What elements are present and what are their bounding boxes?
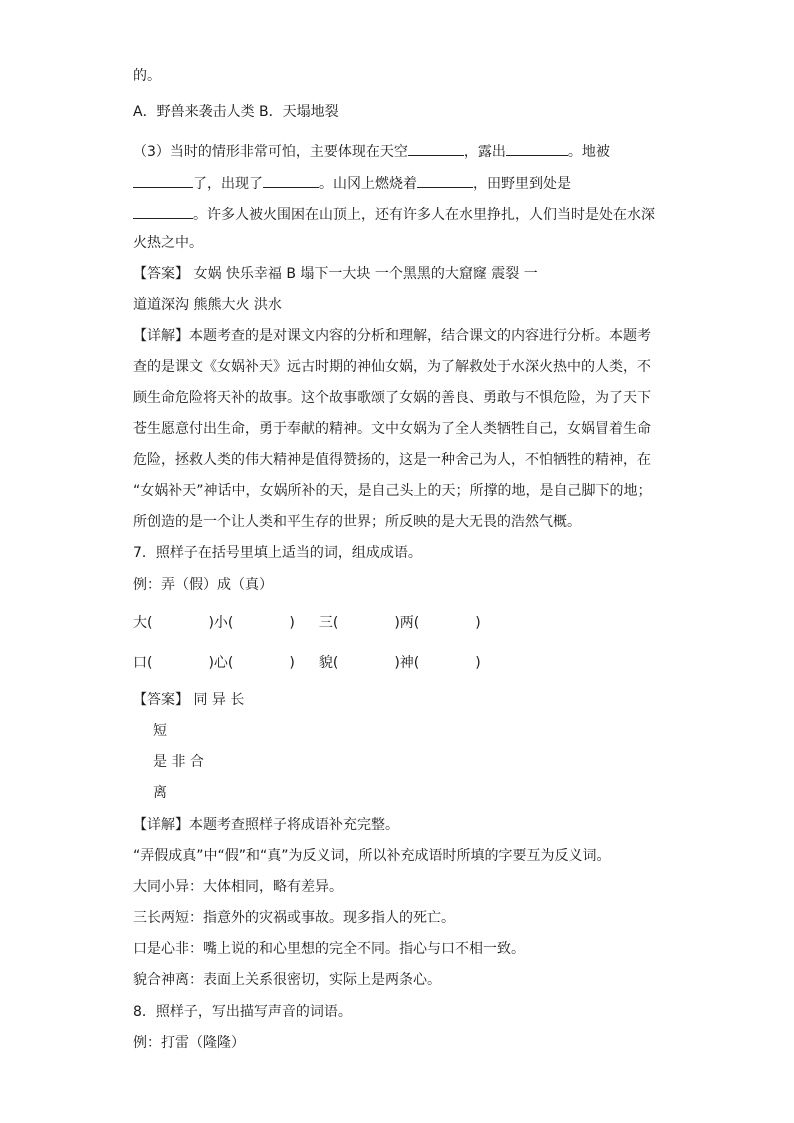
detail-line: 【详解】本题考查的是对课文内容的分析和理解，结合课文的内容进行分析。本题考 [133,328,651,344]
detail-line: 查的是课文《女娲补天》远古时期的神仙女娲，为了解救处于水深火热中的人类，不 [133,359,651,375]
text-fragment: 。地被 [567,144,610,160]
question-3-line-1 [133,140,610,162]
question-8-example: 例：打雷（隆隆） [133,1035,245,1051]
fill-blank [263,172,319,188]
text-fragment: 了，出现了 [193,176,263,192]
question-3-line-4: 火热之中。 [133,235,203,251]
idiom-fragment: ) [289,655,295,671]
detail-line: 危险，拯救人类的伟大精神是值得赞扬的，这是一种舍己为人，不怕牺牲的精神，在 [133,452,651,468]
detail-line: “弄假成真”中“假”和“真”为反义词，所以补充成语时所填的字要互为反义词。 [133,848,611,864]
fill-blank [133,203,193,219]
question-7-title: 7．照样子在括号里填上适当的词，组成成语。 [133,545,422,561]
fill-blank [417,172,473,188]
idiom-fragment: ) [289,615,295,631]
answer-line: 短 [153,723,167,739]
question-7-example: 例：弄（假）成（真） [133,577,273,593]
detail-line: “女娲补天”神话中，女娲所补的天，是自己头上的天；所撑的地，是自己脚下的地； [133,483,652,499]
detail-line: 苍生愿意付出生命，勇于奉献的精神。文中女娲为了全人类牺牲自己，女娲冒着生命 [133,421,651,437]
text-line: 的。 [133,68,161,84]
question-8-title: 8．照样子，写出描写声音的词语。 [133,1004,352,1020]
answer-line: 【答案】 女娲 快乐幸福 B 塌下一大块 一个黑黑的大窟窿 震裂 一 [133,266,538,282]
answer-line: 是 非 合 [153,754,204,770]
detail-line: 口是心非：嘴上说的和心里想的完全不同。指心与口不相一致。 [133,941,525,957]
text-fragment: （3）当时的情形非常可怕，主要体现在天空 [133,144,408,160]
question-3-line-2 [133,172,571,194]
idiom-fragment: )神( [394,655,420,671]
idiom-fragment: 大( [133,615,153,631]
text-fragment: 。山冈上燃烧着 [319,176,417,192]
text-fragment: ，露出 [463,144,506,160]
answer-line: 离 [153,785,167,801]
answer-line: 【答案】 同 异 长 [133,692,245,708]
text-fragment: 。许多人被火围困在山顶上，还有许多人在水里挣扎，人们当时是处在水深 [193,207,655,223]
choice-options: A．野兽来袭击人类 B．天塌地裂 [133,104,339,120]
detail-line: 顾生命危险将天补的故事。这个故事歌颂了女娲的善良、勇敢与不惧危险，为了天下 [133,390,651,406]
idiom-fragment: )心( [208,655,234,671]
answer-line: 道道深沟 熊熊大火 洪水 [133,297,282,313]
idiom-fragment: 三( [318,615,339,631]
text-fragment: ，田野里到处是 [473,176,571,192]
idiom-row-1 [133,613,481,633]
idiom-fragment: ) [475,655,481,671]
idiom-row-2 [133,653,481,673]
fill-blank [133,172,193,188]
idiom-fragment: )两( [394,615,420,631]
idiom-fragment: 口( [133,655,153,671]
detail-line: 貌合神离：表面上关系很密切，实际上是两条心。 [133,972,441,988]
fill-blank [408,140,464,156]
detail-line: 所创造的是一个让人类和平生存的世界；所反映的是大无畏的浩然气概。 [133,514,581,530]
idiom-fragment: ) [475,615,481,631]
detail-line: 大同小异：大体相同，略有差异。 [133,879,343,895]
fill-blank [506,140,568,156]
question-3-line-3 [133,203,655,225]
detail-line: 【详解】本题考查照样子将成语补充完整。 [133,817,399,833]
idiom-fragment: 貌( [318,655,339,671]
idiom-fragment: )小( [208,615,234,631]
detail-line: 三长两短：指意外的灾祸或事故。现多指人的死亡。 [133,910,455,926]
